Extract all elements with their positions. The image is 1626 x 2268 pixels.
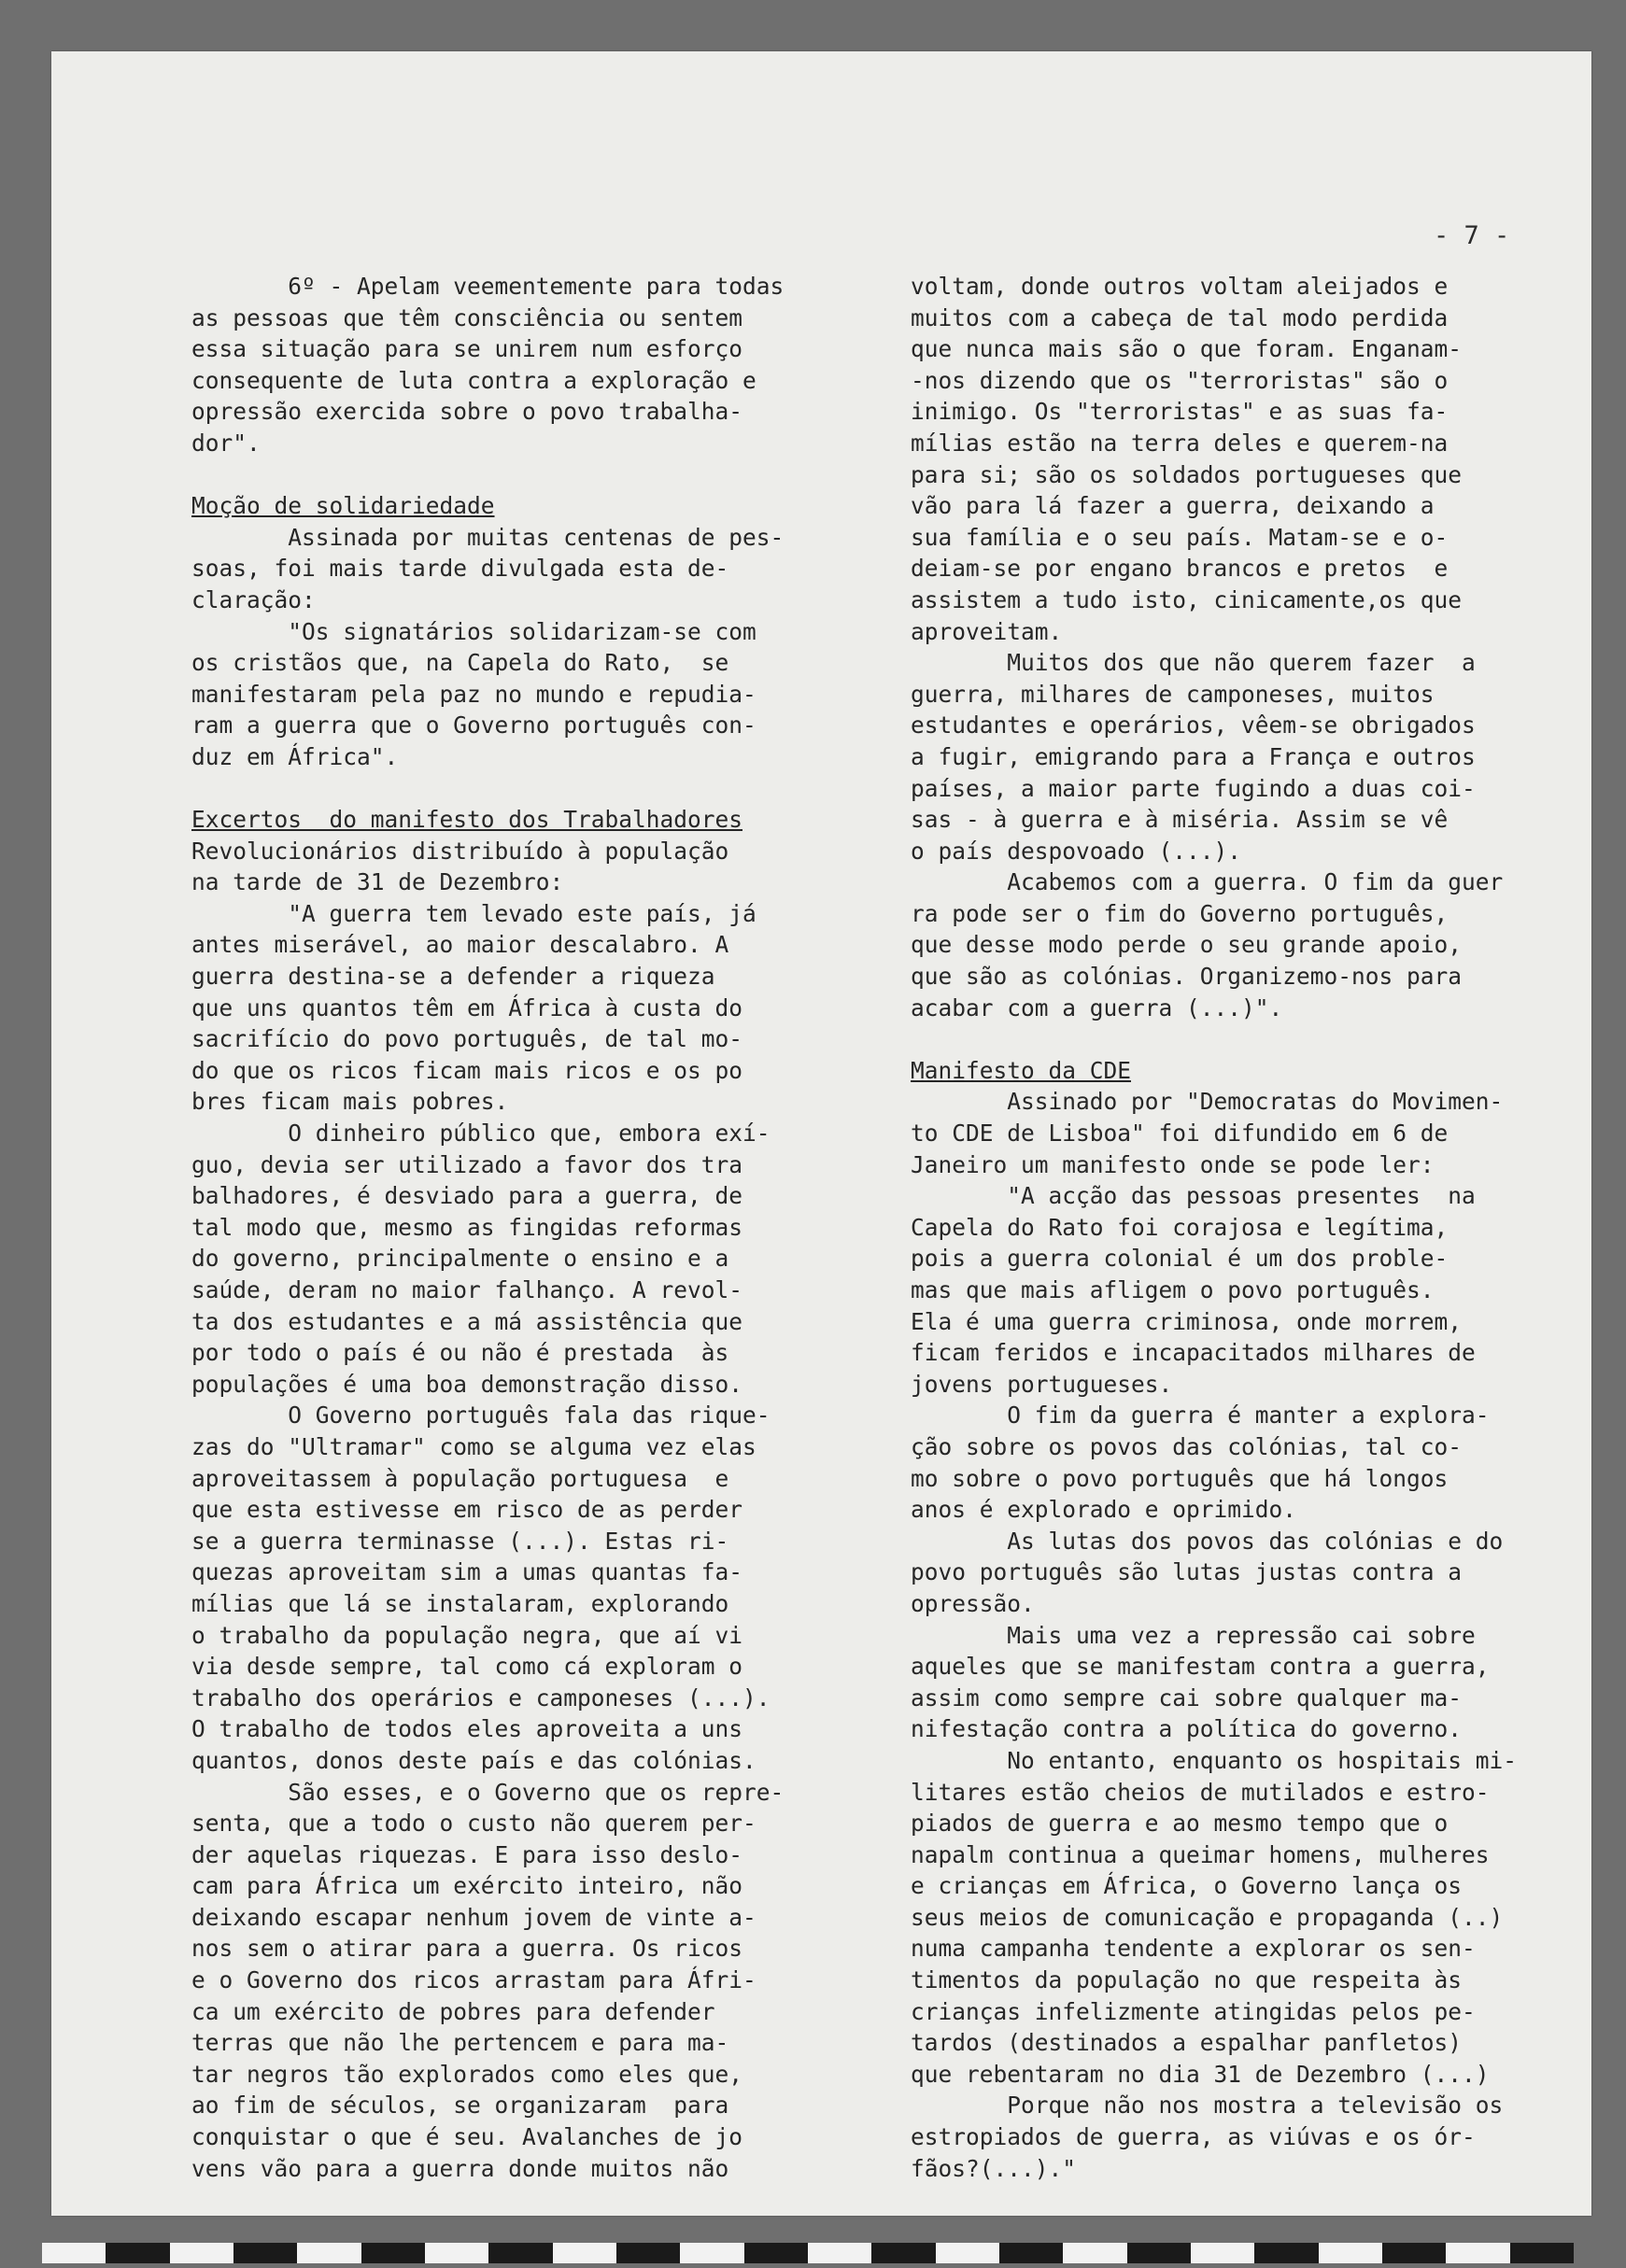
text-line: inimigo. Os "terroristas" e as suas fa- xyxy=(911,398,1449,426)
section-heading: Manifesto da CDE xyxy=(911,1056,1132,1084)
text-line: que são as colónias. Organizemo-nos para xyxy=(911,963,1463,991)
text-line: antes miserável, ao maior descalabro. A xyxy=(191,931,729,959)
text-line: do que os ricos ficam mais ricos e os po xyxy=(191,1056,743,1084)
ruler-segment xyxy=(936,2243,999,2263)
text-line: tardos (destinados a espalhar panfletos) xyxy=(911,2029,1463,2057)
text-line: que desse modo perde o seu grande apoio, xyxy=(911,931,1463,959)
text-line: tal modo que, mesmo as fingidas reformas xyxy=(191,1213,743,1241)
text-line: terras que não lhe pertencem e para ma- xyxy=(191,2029,729,2057)
ruler-segment xyxy=(1382,2243,1446,2263)
text-line: Muitos dos que não querem fazer a xyxy=(911,649,1476,677)
text-line: deixando escapar nenhum jovem de vinte a- xyxy=(191,1903,756,1931)
text-line: vão para lá fazer a guerra, deixando a xyxy=(911,492,1435,520)
text-line: estudantes e operários, vêem-se obrigados xyxy=(911,711,1476,740)
text-line: que nunca mais são o que foram. Enganam- xyxy=(911,335,1463,363)
ruler-segment xyxy=(616,2243,680,2263)
ruler-segment xyxy=(233,2243,297,2263)
text-line: que uns quantos têm em África à custa do xyxy=(191,993,743,1021)
section-heading: Excertos do manifesto dos Trabalhadores xyxy=(191,806,743,834)
text-line: -nos dizendo que os "terroristas" são o xyxy=(911,366,1449,394)
text-line: O dinheiro público que, embora exí- xyxy=(191,1120,771,1148)
ruler-segment xyxy=(106,2243,169,2263)
ruler-segment xyxy=(871,2243,935,2263)
ruler-segment xyxy=(1191,2243,1254,2263)
text-line: claração: xyxy=(191,585,316,613)
text-line: Assinada por muitas centenas de pes- xyxy=(191,523,785,551)
text-line: 6º - Apelam veementemente para todas xyxy=(191,273,785,300)
text-line: tar negros tão explorados como eles que, xyxy=(191,2060,743,2088)
text-line: nos sem o atirar para a guerra. Os ricos xyxy=(191,1935,743,1963)
text-line: que rebentaram no dia 31 de Dezembro (...) xyxy=(911,2060,1490,2088)
ruler-segment xyxy=(744,2243,808,2263)
text-line: zas do "Ultramar" como se alguma vez elas xyxy=(191,1432,756,1460)
text-line: Assinado por "Democratas do Movimen- xyxy=(911,1088,1504,1116)
ruler-segment xyxy=(553,2243,616,2263)
text-line: seus meios de comunicação e propaganda (..) xyxy=(911,1903,1504,1931)
text-line: opressão exercida sobre o povo trabalha- xyxy=(191,398,743,426)
text-line: piados de guerra e ao mesmo tempo que o xyxy=(911,1810,1449,1838)
text-line: as pessoas que têm consciência ou sentem xyxy=(191,303,743,331)
text-line: duz em África". xyxy=(191,742,399,770)
ruler-segment xyxy=(1254,2243,1318,2263)
text-line: aproveitam. xyxy=(911,617,1063,645)
text-line: e crianças em África, o Governo lança os xyxy=(911,1872,1463,1900)
text-line: As lutas dos povos das colónias e do xyxy=(911,1527,1504,1555)
text-line: e o Governo dos ricos arrastam para Áfri- xyxy=(191,1966,756,1994)
text-line: quezas aproveitam sim a umas quantas fa- xyxy=(191,1558,743,1586)
ruler-segment xyxy=(361,2243,425,2263)
text-line: cam para África um exército inteiro, não xyxy=(191,1872,743,1900)
text-line: nifestação contra a política do governo. xyxy=(911,1715,1463,1743)
ruler-segment xyxy=(680,2243,743,2263)
text-line: mílias estão na terra deles e querem-na xyxy=(911,429,1449,457)
text-line: der aquelas riquezas. E para isso deslo- xyxy=(191,1840,743,1868)
text-line: bres ficam mais pobres. xyxy=(191,1088,509,1116)
text-line: O Governo português fala das rique- xyxy=(191,1402,771,1430)
text-line: via desde sempre, tal como cá exploram o xyxy=(191,1653,743,1681)
text-line: assim como sempre cai sobre qualquer ma- xyxy=(911,1683,1463,1712)
text-line: ficam feridos e incapacitados milhares de xyxy=(911,1339,1476,1367)
text-line: guerra, milhares de camponeses, muitos xyxy=(911,680,1435,708)
text-line: mo sobre o povo português que há longos xyxy=(911,1464,1449,1492)
text-line: aqueles que se manifestam contra a guerra, xyxy=(911,1653,1490,1681)
text-line: na tarde de 31 de Dezembro: xyxy=(191,868,564,896)
text-line: guerra destina-se a defender a riqueza xyxy=(191,963,715,991)
ruler-segment xyxy=(999,2243,1063,2263)
text-line: ca um exército de pobres para defender xyxy=(191,1997,715,2025)
document-page xyxy=(51,51,1591,2216)
text-line: estropiados de guerra, as viúvas e os ór- xyxy=(911,2123,1476,2151)
text-line: "Os signatários solidarizam-se com xyxy=(191,617,756,645)
text-line: Capela do Rato foi corajosa e legítima, xyxy=(911,1213,1449,1241)
text-line: Janeiro um manifesto onde se pode ler: xyxy=(911,1150,1435,1178)
text-line: Mais uma vez a repressão cai sobre xyxy=(911,1621,1476,1649)
text-line: guo, devia ser utilizado a favor dos tra xyxy=(191,1150,743,1178)
text-line: fãos?(...)." xyxy=(911,2154,1077,2182)
text-line: consequente de luta contra a exploração e xyxy=(191,366,756,394)
text-line: ao fim de séculos, se organizaram para xyxy=(191,2092,729,2120)
text-line: Revolucionários distribuído à população xyxy=(191,837,729,865)
text-line: opressão. xyxy=(911,1589,1035,1617)
text-line: Porque não nos mostra a televisão os xyxy=(911,2092,1504,2120)
text-line: numa campanha tendente a explorar os sen- xyxy=(911,1935,1476,1963)
ruler-segment xyxy=(1446,2243,1509,2263)
text-line: sua família e o seu país. Matam-se e o- xyxy=(911,523,1449,551)
text-line: povo português são lutas justas contra a xyxy=(911,1558,1463,1586)
ruler-segment xyxy=(1319,2243,1382,2263)
text-line: "A acção das pessoas presentes na xyxy=(911,1182,1476,1210)
text-line: quantos, donos deste país e das colónias. xyxy=(191,1746,756,1774)
text-line: essa situação para se unirem num esforço xyxy=(191,335,743,363)
text-line: deiam-se por engano brancos e pretos e xyxy=(911,555,1449,583)
text-line: ção sobre os povos das colónias, tal co- xyxy=(911,1432,1463,1460)
text-line: sacrifício do povo português, de tal mo- xyxy=(191,1025,743,1053)
text-line: to CDE de Lisboa" foi difundido em 6 de xyxy=(911,1120,1449,1148)
ruler-segment xyxy=(1063,2243,1126,2263)
ruler-segment xyxy=(1127,2243,1191,2263)
text-line: por todo o país é ou não é prestada às xyxy=(191,1339,729,1367)
text-line: muitos com a cabeça de tal modo perdida xyxy=(911,303,1449,331)
text-line: mas que mais afligem o povo português. xyxy=(911,1276,1435,1303)
text-line: pois a guerra colonial é um dos proble- xyxy=(911,1245,1449,1273)
text-line: ram a guerra que o Governo português con- xyxy=(191,711,756,740)
text-line: Acabemos com a guerra. O fim da guer xyxy=(911,868,1504,896)
text-line: São esses, e o Governo que os repre- xyxy=(191,1778,785,1806)
text-line: sas - à guerra e à miséria. Assim se vê xyxy=(911,806,1449,834)
text-line: Ela é uma guerra criminosa, onde morrem, xyxy=(911,1307,1463,1335)
scale-ruler xyxy=(42,2243,1574,2263)
text-line: dor". xyxy=(191,429,261,457)
right-column xyxy=(911,271,1576,2184)
text-line: litares estão cheios de mutilados e estro- xyxy=(911,1778,1490,1806)
text-line: os cristãos que, na Capela do Rato, se xyxy=(191,649,729,677)
text-line: do governo, principalmente o ensino e a xyxy=(191,1245,729,1273)
text-line: mílias que lá se instalaram, explorando xyxy=(191,1589,729,1617)
text-line: manifestaram pela paz no mundo e repudia- xyxy=(191,680,756,708)
text-line: voltam, donde outros voltam aleijados e xyxy=(911,273,1449,300)
text-line: napalm continua a queimar homens, mulheres xyxy=(911,1840,1490,1868)
text-line: conquistar o que é seu. Avalanches de jo xyxy=(191,2123,743,2151)
text-line: para si; são os soldados portugueses que xyxy=(911,460,1463,488)
text-line: que esta estivesse em risco de as perder xyxy=(191,1496,743,1524)
text-line: ta dos estudantes e a má assistência que xyxy=(191,1307,743,1335)
ruler-segment xyxy=(425,2243,488,2263)
text-line xyxy=(191,773,856,805)
section-heading: Moção de solidariedade xyxy=(191,492,495,520)
text-line: o país despovoado (...). xyxy=(911,837,1242,865)
text-line: se a guerra terminasse (...). Estas ri- xyxy=(191,1527,729,1555)
text-line: vens vão para a guerra donde muitos não xyxy=(191,2154,729,2182)
text-line: O fim da guerra é manter a explora- xyxy=(911,1402,1490,1430)
text-line: trabalho dos operários e camponeses (...). xyxy=(191,1683,771,1712)
text-line: o trabalho da população negra, que aí vi xyxy=(191,1621,743,1649)
text-line: soas, foi mais tarde divulgada esta de- xyxy=(191,555,729,583)
text-line: ra pode ser o fim do Governo português, xyxy=(911,899,1449,927)
text-line: "A guerra tem levado este país, já xyxy=(191,899,756,927)
text-line: populações é uma boa demonstração disso. xyxy=(191,1370,743,1398)
ruler-segment xyxy=(1510,2243,1574,2263)
text-line: aproveitassem à população portuguesa e xyxy=(191,1464,729,1492)
ruler-segment xyxy=(297,2243,361,2263)
ruler-segment xyxy=(808,2243,871,2263)
text-line: senta, que a todo o custo não querem per- xyxy=(191,1810,756,1838)
text-line: balhadores, é desviado para a guerra, de xyxy=(191,1182,743,1210)
text-line: países, a maior parte fugindo a duas coi- xyxy=(911,774,1476,802)
text-line: saúde, deram no maior falhanço. A revol- xyxy=(191,1276,743,1303)
text-line: O trabalho de todos eles aproveita a uns xyxy=(191,1715,743,1743)
ruler-segment xyxy=(42,2243,106,2263)
text-line: acabar com a guerra (...)". xyxy=(911,993,1283,1021)
text-line: assistem a tudo isto, cinicamente,os que xyxy=(911,585,1463,613)
text-line: jovens portugueses. xyxy=(911,1370,1173,1398)
text-line xyxy=(911,1023,1576,1055)
text-line: timentos da população no que respeita às xyxy=(911,1966,1463,1994)
text-line: anos é explorado e oprimido. xyxy=(911,1496,1297,1524)
left-column xyxy=(191,271,856,2184)
ruler-segment xyxy=(170,2243,233,2263)
text-line xyxy=(191,459,856,491)
text-line: a fugir, emigrando para a França e outros xyxy=(911,742,1476,770)
text-line: No entanto, enquanto os hospitais mi- xyxy=(911,1746,1518,1774)
ruler-segment xyxy=(488,2243,552,2263)
page-number: - 7 - xyxy=(1434,221,1510,250)
text-line: crianças infelizmente atingidas pelos pe- xyxy=(911,1997,1476,2025)
